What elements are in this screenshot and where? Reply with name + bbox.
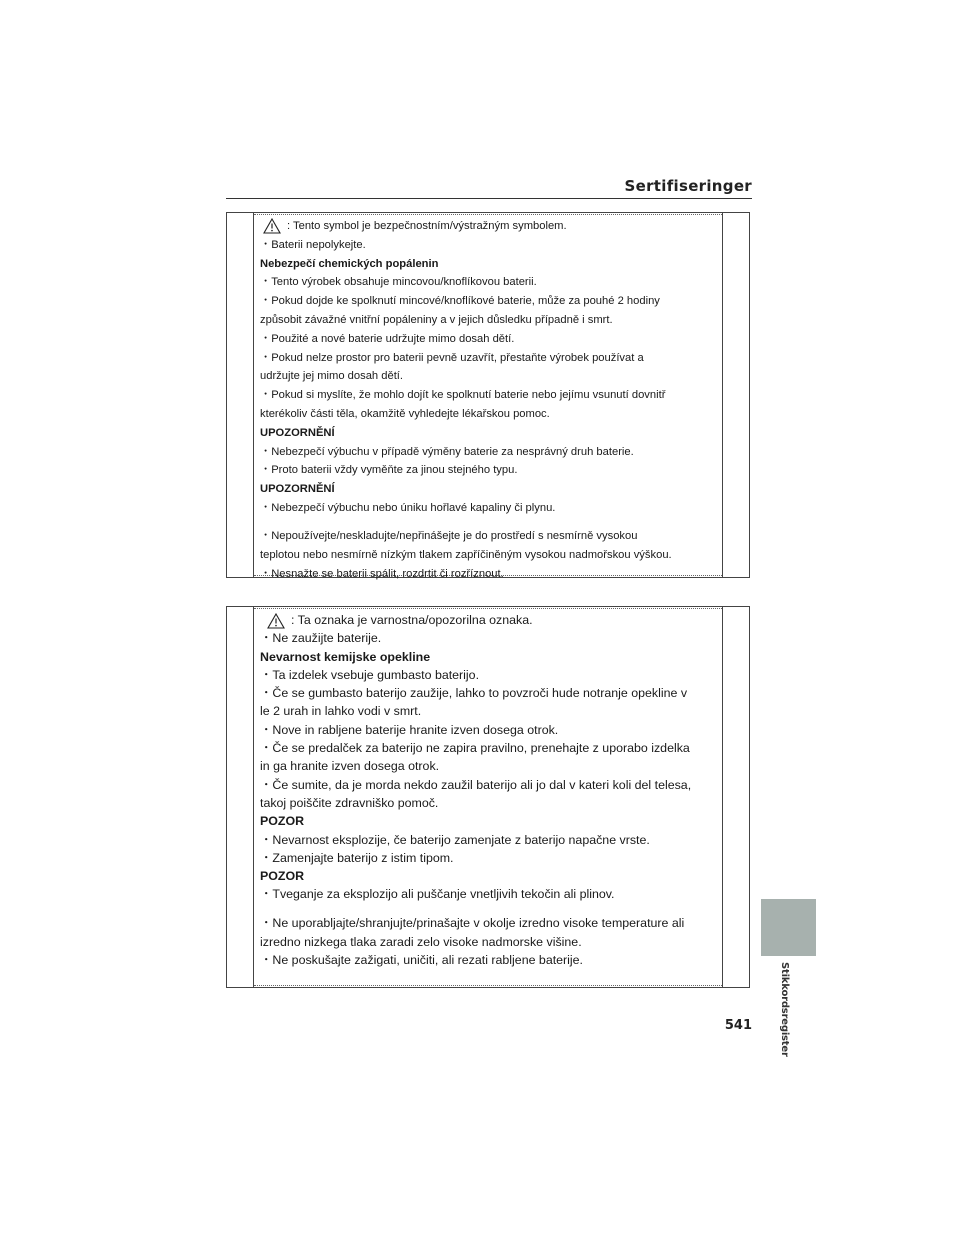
text-line: le 2 urah in lahko vodi v smrt. <box>260 704 422 719</box>
title-divider <box>226 198 752 199</box>
text-line: ・Če se gumbasto baterijo zaužije, lahko to povzroči hude notranje opekline v <box>260 686 688 701</box>
text-line: ・Ne poskušajte zažigati, uničiti, ali rezati rabljene baterije. <box>260 952 584 967</box>
page-number: 541 <box>724 1018 752 1033</box>
symbol-line <box>260 217 719 236</box>
text-line: udržujte jej mimo dosah dětí. <box>260 370 404 383</box>
dotted-divider <box>254 214 722 215</box>
section-heading: UPOZORNĚNÍ <box>260 426 335 439</box>
index-tab-label: Stikkordsregister <box>779 962 790 1057</box>
text-line: ・Pokud dojde ke spolknutí mincové/knoflíkové baterie, může za pouhé 2 hodiny <box>260 295 660 308</box>
text-line: ・Če se predalček za baterijo ne zapira pravilno, prenehajte z uporabo izdelka <box>260 741 690 756</box>
text-line: ・Použité a nové baterie udržujte mimo dosah dětí. <box>260 332 515 345</box>
text-line: ・Če sumite, da je morda nekdo zaužil baterijo ali jo dal v kateri koli del telesa, <box>260 777 692 792</box>
text-line: ・Ta izdelek vsebuje gumbasto baterijo. <box>260 667 480 682</box>
warning-triangle-icon <box>267 613 285 629</box>
text-line: ・Baterii nepolykejte. <box>260 238 366 251</box>
warning-text-czech <box>260 217 719 584</box>
text-line: ・Nebezpečí výbuchu v případě výměny baterie za nesprávný druh baterie. <box>260 445 634 458</box>
text-line: izredno nizkega tlaka zaradi zelo visoke nadmorske višine. <box>260 934 582 949</box>
text-line: ・Tveganje za eksplozijo ali puščanje vnetljivih tekočin ali plinov. <box>260 887 615 902</box>
text-lines <box>260 629 719 969</box>
text-line: ・Zamenjajte baterijo z istim tipom. <box>260 850 454 865</box>
section-heading: UPOZORNĚNÍ <box>260 483 335 496</box>
text-line: kterékoliv části těla, okamžitě vyhledejte lékařskou pomoc. <box>260 407 550 420</box>
text-line: ・Nevarnost eksplozije, če baterijo zamenjate z baterijo napačne vrste. <box>260 832 650 847</box>
text-line: ・Pokud si myslíte, že mohlo dojít ke spolknutí baterie nebo jejímu vsunutí dovnitř <box>260 389 666 402</box>
section-heading: Nebezpečí chemických popálenin <box>260 257 439 270</box>
dotted-divider <box>254 608 722 609</box>
section-heading: POZOR <box>260 869 305 884</box>
text-line: ・Nove in rabljene baterije hranite izven dosega otrok. <box>260 722 559 737</box>
section-title: Sertifiseringer <box>624 177 752 195</box>
warning-text-slovenian <box>260 611 719 969</box>
section-heading: Nevarnost kemijske opekline <box>260 649 431 664</box>
warning-box-slovenian <box>226 606 750 988</box>
symbol-line <box>260 611 719 629</box>
warning-box-czech <box>226 212 750 578</box>
text-line: teplotou nebo nesmírně nízkým tlakem zapříčiněným vysokou nadmořskou výškou. <box>260 549 672 562</box>
text-line: ・Ne zaužijte baterije. <box>260 631 382 646</box>
dotted-divider <box>254 985 722 986</box>
text-line: ・Nesnažte se baterii spálit, rozdrtit či rozříznout. <box>260 567 504 580</box>
text-line: ・Pokud nelze prostor pro baterii pevně uzavřít, přestaňte výrobek používat a <box>260 351 644 364</box>
text-lines <box>260 236 719 584</box>
text-line: ・Nepoužívejte/neskladujte/nepřinášejte je do prostředí s nesmírně vysokou <box>260 530 638 543</box>
text-line: ・Ne uporabljajte/shranjujte/prinašajte v okolje izredno visoke temperature ali <box>260 916 685 931</box>
symbol-description: : Ta oznaka je varnostna/opozorilna oznaka. <box>291 613 533 627</box>
section-heading: POZOR <box>260 814 305 829</box>
text-line: ・Nebezpečí výbuchu nebo úniku hořlavé kapaliny či plynu. <box>260 501 556 514</box>
text-line: způsobit závažné vnitřní popáleniny a v jejich důsledku případně i smrt. <box>260 313 613 326</box>
text-line: takoj poiščite zdravniško pomoč. <box>260 795 439 810</box>
symbol-description: : Tento symbol je bezpečnostním/výstražným symbolem. <box>287 220 567 232</box>
text-line: ・Tento výrobek obsahuje mincovou/knoflíkovou baterii. <box>260 276 537 289</box>
text-line: ・Proto baterii vždy vyměňte za jinou stejného typu. <box>260 464 518 477</box>
index-tab <box>761 899 816 956</box>
warning-triangle-icon <box>263 218 281 234</box>
text-line: in ga hranite izven dosega otrok. <box>260 759 440 774</box>
